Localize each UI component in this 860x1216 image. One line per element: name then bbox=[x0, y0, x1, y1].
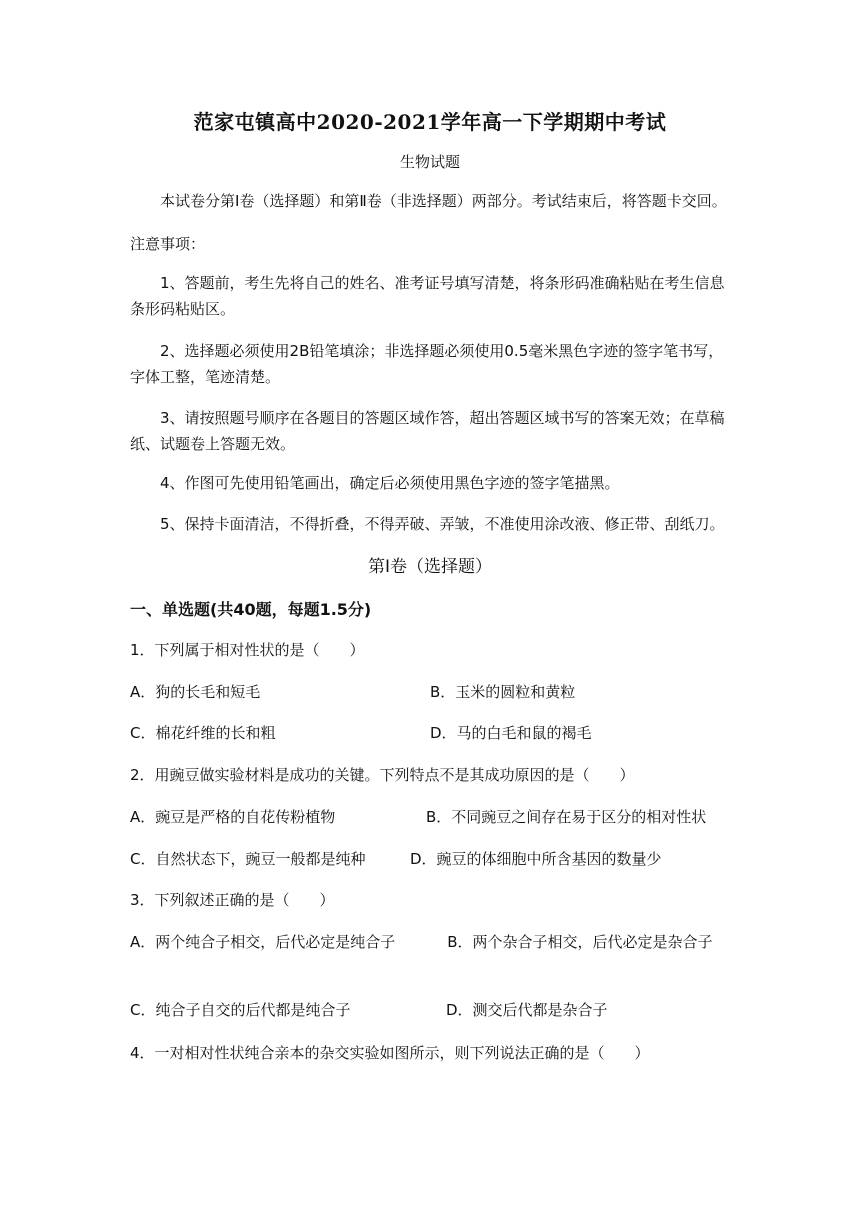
question-option: A．两个纯合子相交，后代必定是纯合子 bbox=[130, 933, 396, 951]
question-option: C．纯合子自交的后代都是纯合子 bbox=[130, 1001, 351, 1019]
note-item: 2、选择题必须使用2B铅笔填涂；非选择题必须使用0.5毫米黑色字迹的签字笔书写，字体工整，笔迹清楚。 bbox=[130, 342, 724, 386]
question-option: C．棉花纤维的长和粗 bbox=[130, 724, 276, 742]
question-stem: 2．用豌豆做实验材料是成功的关键。下列特点不是其成功原因的是（ ） bbox=[130, 766, 635, 784]
question-option: A．豌豆是严格的自花传粉植物 bbox=[130, 808, 336, 826]
intro-statement: 本试卷分第Ⅰ卷（选择题）和第Ⅱ卷（非选择题）两部分。考试结束后，将答题卡交回。 bbox=[160, 192, 727, 210]
notice-label: 注意事项： bbox=[130, 235, 206, 253]
section-heading: 第Ⅰ卷（选择题） bbox=[367, 557, 492, 577]
question-option: B．两个杂合子相交，后代必定是杂合子 bbox=[447, 933, 713, 951]
question-option-row bbox=[130, 929, 735, 955]
question-option: B．玉米的圆粒和黄粒 bbox=[430, 683, 576, 701]
exam-title: 范家屯镇高中2020-2021学年高一下学期期中考试 bbox=[193, 110, 667, 134]
note-item: 5、保持卡面清洁，不得折叠，不得弄破、弄皱，不准使用涂改液、修正带、刮纸刀。 bbox=[160, 515, 725, 533]
question-stem: 3．下列叙述正确的是（ ） bbox=[130, 891, 335, 909]
question-stem: 1．下列属于相对性状的是（ ） bbox=[130, 641, 365, 659]
question-option: B．不同豌豆之间存在易于区分的相对性状 bbox=[426, 808, 707, 826]
question-option: D．马的白毛和鼠的褐毛 bbox=[430, 724, 592, 742]
note-item: 3、请按照题号顺序在各题目的答题区域作答，超出答题区域书写的答案无效；在草稿纸、试题卷上答题无效。 bbox=[130, 409, 725, 453]
note-item: 4、作图可先使用铅笔画出，确定后必须使用黑色字迹的签字笔描黑。 bbox=[160, 474, 620, 492]
question-option: C．自然状态下，豌豆一般都是纯种 bbox=[130, 850, 366, 868]
question-option: A．狗的长毛和短毛 bbox=[130, 683, 261, 701]
question-option: D．测交后代都是杂合子 bbox=[446, 1001, 608, 1019]
question-option: D．豌豆的体细胞中所含基因的数量少 bbox=[410, 850, 662, 868]
note-item: 1、答题前，考生先将自己的姓名、准考证号填写清楚，将条形码准确粘贴在考生信息条形码粘贴区。 bbox=[130, 274, 725, 318]
part-heading: 一、单选题(共40题，每题1.5分) bbox=[130, 600, 372, 619]
exam-subtitle: 生物试题 bbox=[399, 153, 460, 171]
question-stem: 4．一对相对性状纯合亲本的杂交实验如图所示，则下列说法正确的是（ ） bbox=[130, 1044, 650, 1062]
